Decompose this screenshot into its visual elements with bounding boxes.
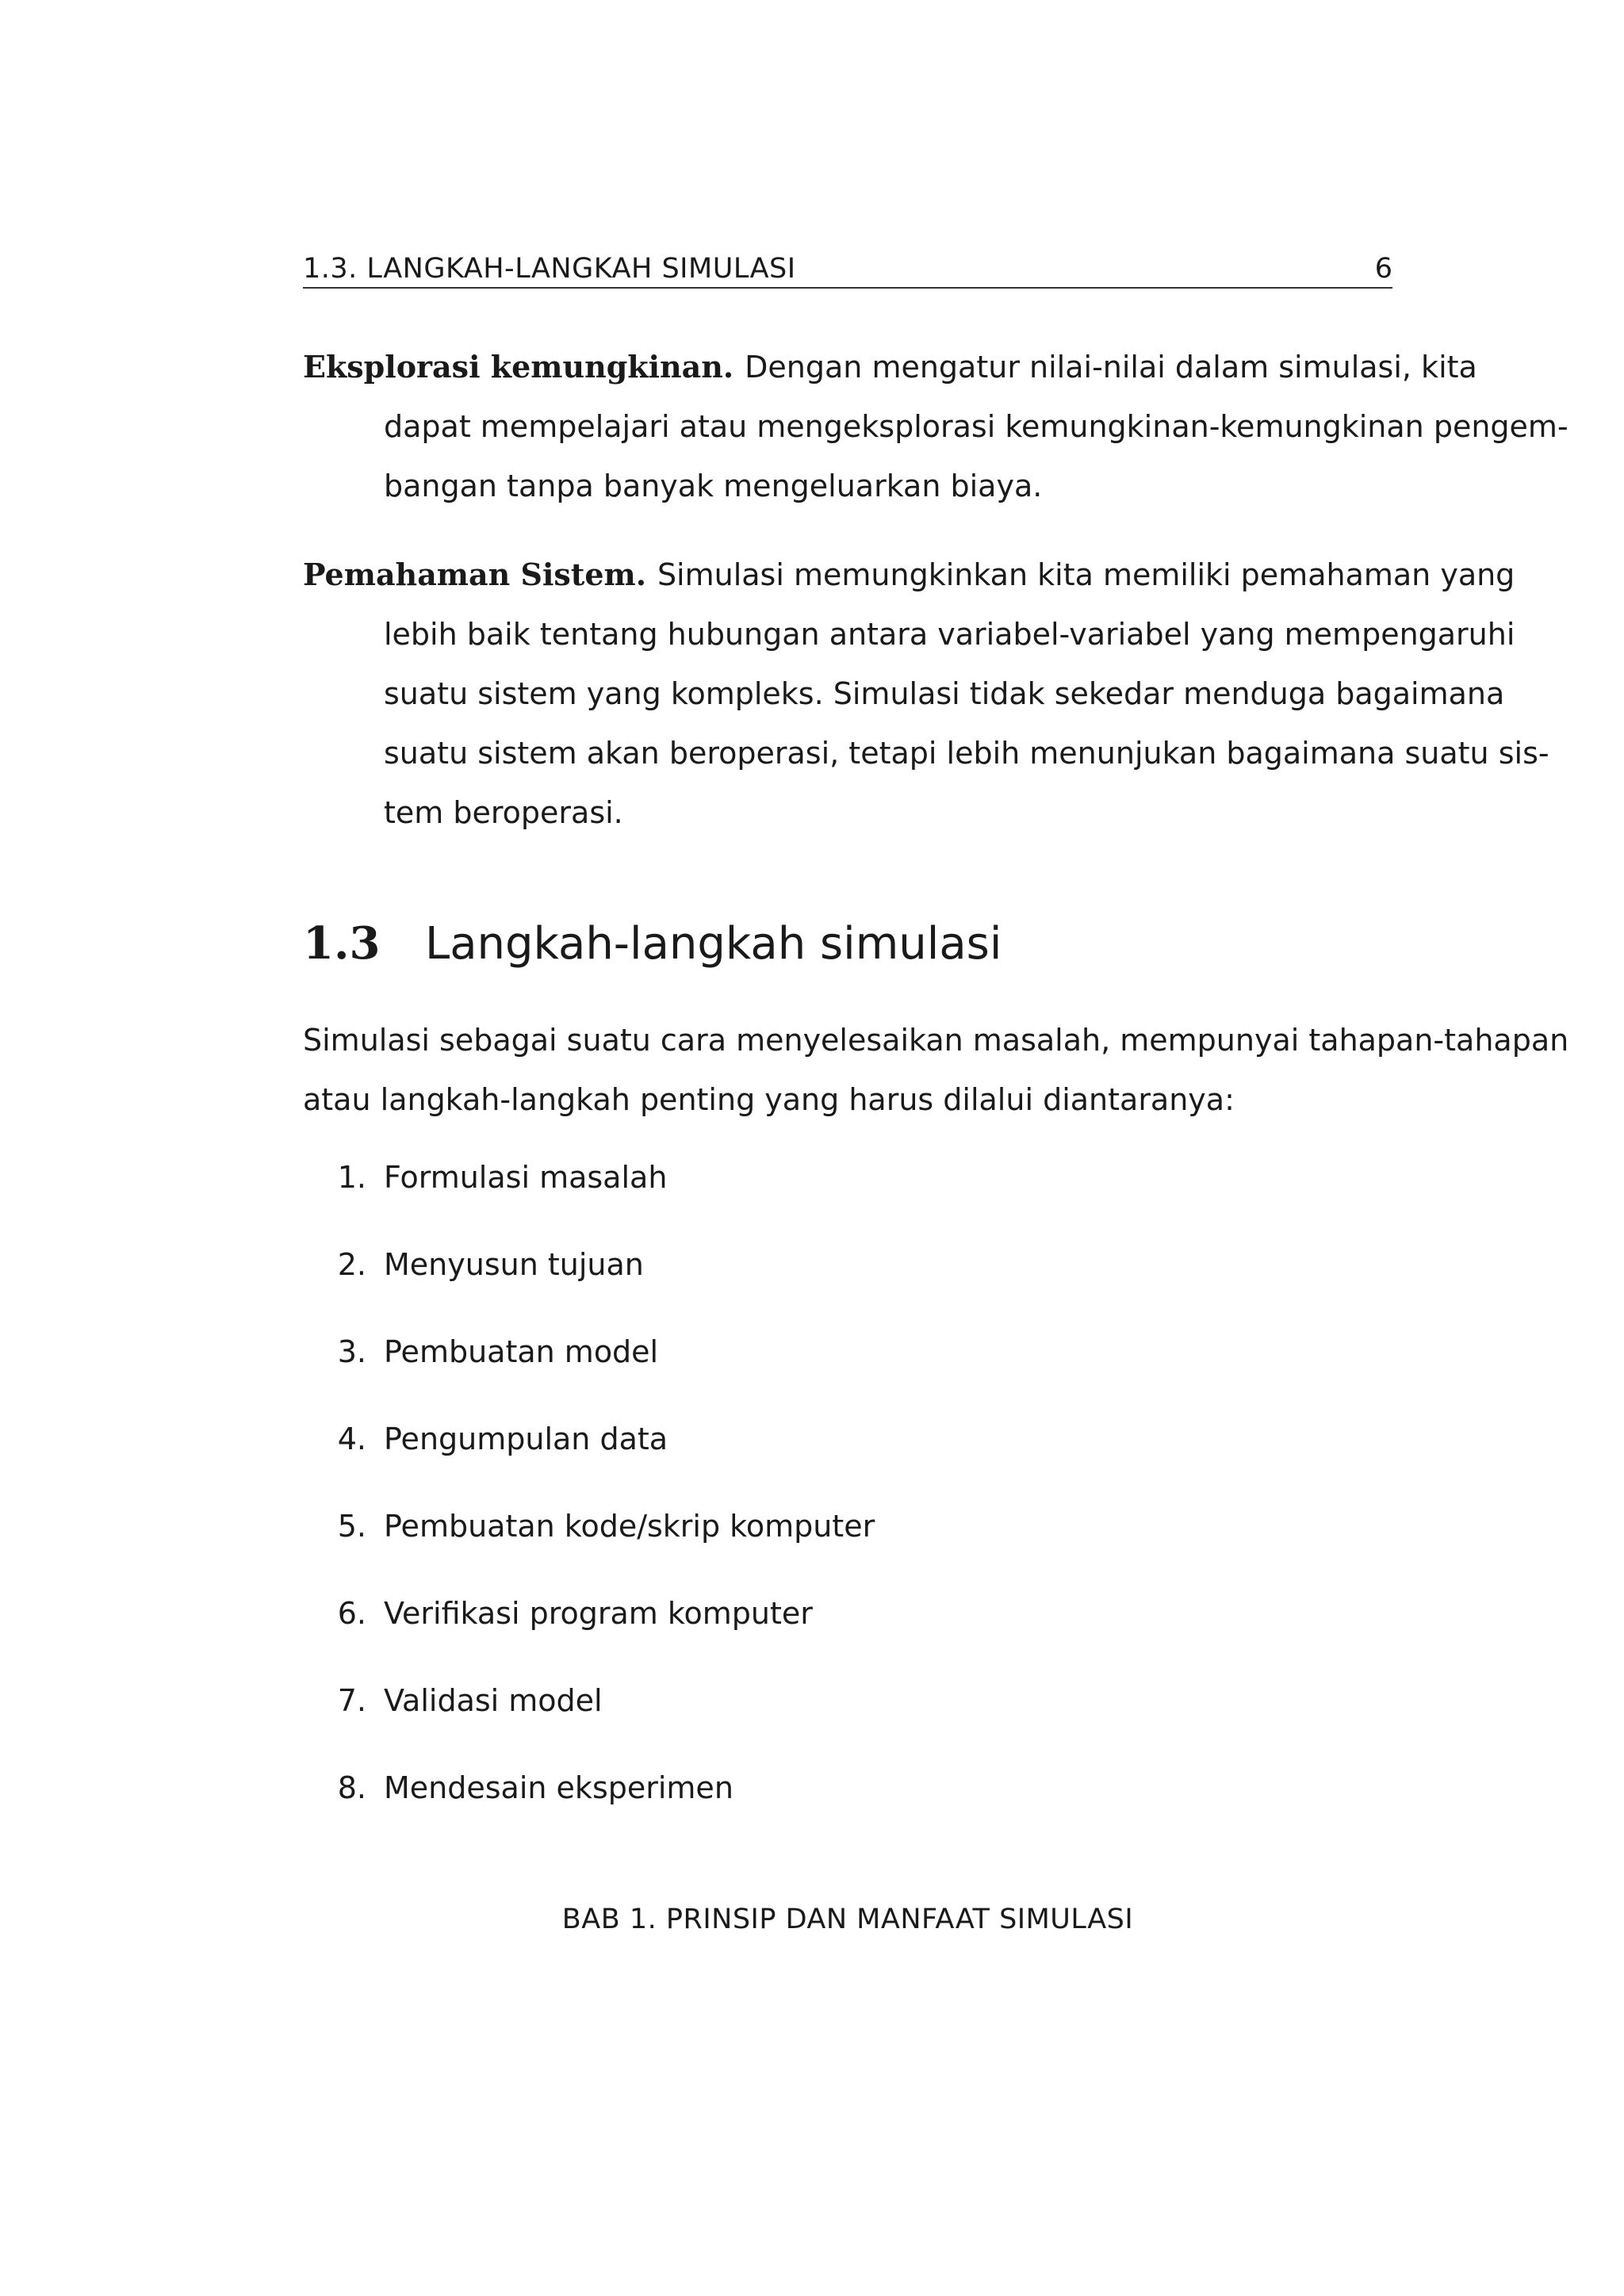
- definition-term: Eksplorasi kemungkinan.: [303, 349, 734, 385]
- list-item-number: 4.: [337, 1422, 366, 1456]
- definition-first-line: [303, 337, 1477, 397]
- list-item-number: 7.: [337, 1683, 366, 1718]
- list-item-text: Verifikasi program komputer: [384, 1596, 813, 1631]
- list-item-text: Pembuatan kode/skrip komputer: [384, 1509, 875, 1544]
- list-item: [303, 1506, 1392, 1594]
- definition-text: Simulasi memungkinkan kita memiliki pemahaman yang: [657, 557, 1515, 592]
- section-title: Langkah-langkah simulasi: [425, 918, 1002, 970]
- definition-text: suatu sistem yang kompleks. Simulasi tidak sekedar menduga bagaimana: [384, 676, 1505, 711]
- definition-text: dapat mempelajari atau mengeksplorasi kemungkinan-kemungkinan pengem-: [384, 409, 1568, 444]
- list-item-number: 1.: [337, 1160, 366, 1195]
- chapter-footer: BAB 1. PRINSIP DAN MANFAAT SIMULASI: [561, 1904, 1134, 1935]
- section-number: 1.3: [303, 917, 381, 970]
- list-item-text: Menyusun tujuan: [384, 1247, 644, 1282]
- definition-text: Dengan mengatur nilai-nilai dalam simulasi, kita: [745, 350, 1477, 385]
- list-item: [303, 1768, 1392, 1855]
- definition-text: bangan tanpa banyak mengeluarkan biaya.: [384, 469, 1043, 503]
- definition-text: tem beroperasi.: [384, 795, 623, 830]
- list-item-text: Validasi model: [384, 1683, 603, 1718]
- list-item-number: 6.: [337, 1596, 366, 1631]
- list-item: [303, 1332, 1392, 1419]
- list-item-text: Pembuatan model: [384, 1334, 659, 1369]
- intro-line: atau langkah-langkah penting yang harus dilalui diantaranya:: [303, 1082, 1235, 1117]
- list-item-number: 8.: [337, 1770, 366, 1805]
- list-item-number: 2.: [337, 1247, 366, 1282]
- list-item: [303, 1245, 1392, 1332]
- definition-text: suatu sistem akan beroperasi, tetapi lebih menunjukan bagaimana suatu sis-: [384, 736, 1549, 771]
- section-heading: [303, 912, 1002, 975]
- definition-text: lebih baik tentang hubungan antara variabel-variabel yang mempengaruhi: [384, 617, 1515, 652]
- list-item: [303, 1419, 1392, 1506]
- list-item: [303, 1158, 1392, 1245]
- list-item-number: 5.: [337, 1509, 366, 1544]
- definition-first-line: [303, 545, 1515, 605]
- list-item: [303, 1594, 1392, 1681]
- intro-paragraph: [303, 1011, 1569, 1130]
- definition-pemahaman-sistem: [303, 545, 1549, 843]
- steps-list: [303, 1158, 1392, 1855]
- definition-term: Pemahaman Sistem.: [303, 557, 646, 592]
- list-item-number: 3.: [337, 1334, 366, 1369]
- intro-line: Simulasi sebagai suatu cara menyelesaikan masalah, mempunyai tahapan-tahapan: [303, 1023, 1569, 1058]
- running-header: [303, 251, 1392, 289]
- list-item: [303, 1681, 1392, 1768]
- definition-eksplorasi: [303, 337, 1568, 516]
- list-item-text: Mendesain eksperimen: [384, 1770, 733, 1805]
- list-item-text: Formulasi masalah: [384, 1160, 668, 1195]
- header-section-title: 1.3. LANGKAH-LANGKAH SIMULASI: [303, 253, 796, 285]
- list-item-text: Pengumpulan data: [384, 1422, 668, 1456]
- page-number: 6: [1374, 253, 1392, 285]
